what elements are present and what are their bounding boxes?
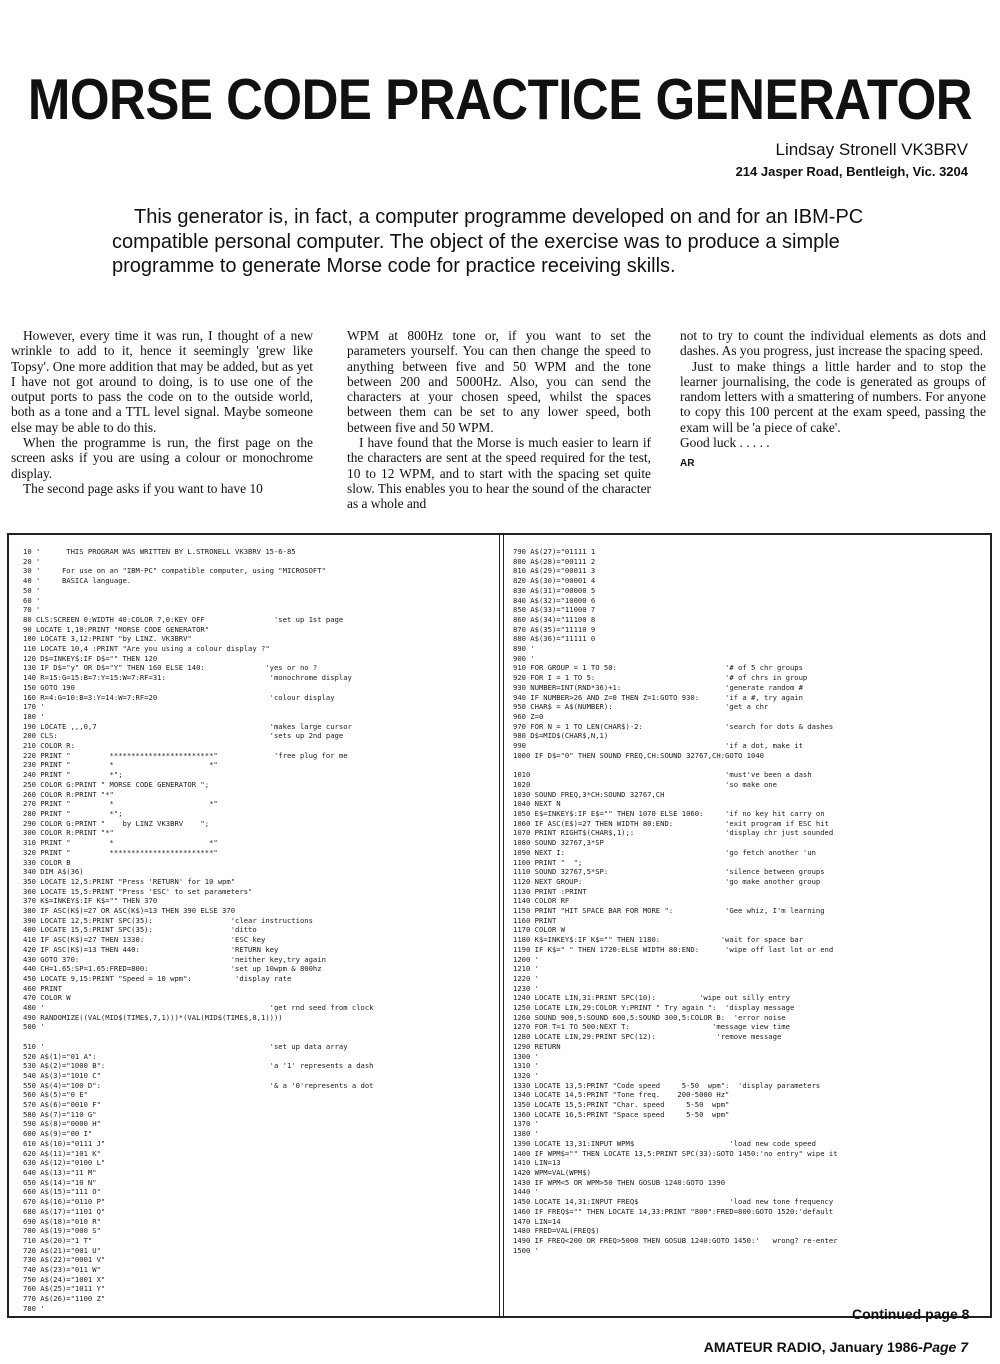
text-column-2 [347, 328, 651, 512]
body-paragraph: WPM at 800Hz tone or, if you want to set the parameters yourself. You can then change the speed to anything between five and 50 WPM and the tone between 200 and 5000Hz. Also, you can send the characters at your chosen speed, whilst the spaces between them can be set to any lower speed, both between five and 50 WPM. [347, 328, 651, 435]
article-title: MORSE CODE PRACTICE GENERATOR [27, 67, 973, 132]
author-address: 214 Jasper Road, Bentleigh, Vic. 3204 [735, 164, 968, 179]
author-name: Lindsay Stronell VK3BRV [775, 140, 968, 159]
text-column-3 [680, 328, 986, 472]
listing-column-left: 10 ' THIS PROGRAM WAS WRITTEN BY L.STRONELL VK3BRV 15-6-85 20 ' 30 ' For use on an "IBM-PC" compatible computer, using "MICROSOFT" 40 ' BASICA language. 50 ' 60 ' 70 ' 80 CLS:SCREEN 0:WIDTH 40:COLOR 7,0:KEY OFF 'set up 1st page 90 LOCATE 1,10:PRINT "MORSE CODE GENERATOR" 100 LOCATE 3,12:PRINT "by LINZ. VK3BRV" 110 LOCATE 10,4 :PRINT "Are you using a colour display ?" 120 D$=INKEY$:IF D$="" THEN 120 130 IF D$="y" OR D$="Y" THEN 160 ELSE 140: 'yes or no ? 140 R=15:G=15:B=7:Y=15:W=7:RF=31: 'monochrome display 150 GOTO 190 160 R=4:G=10:B=3:Y=14:W=7:RF=20 'colour display 170 ' 180 ' 190 LOCATE ,,,0,7 'makes large cursor 200 CLS: 'sets up 2nd page 210 COLOR R: 220 PRINT " ************************" 'free plug for me 230 PRINT " * *" 240 PRINT " *"; 250 COLOR G:PRINT " MORSE CODE GENERATOR "; 260 COLOR R:PRINT "*" 270 PRINT " * *" 280 PRINT " *"; 290 COLOR G:PRINT " by LINZ VK3BRV "; 300 COLOR R:PRINT "*" 310 PRINT " * *" 320 PRINT " ************************" 330 COLOR B 340 DIM A$(36) 350 LOCATE 12,5:PRINT "Press 'RETURN' for 10 wpm" 360 LOCATE 15,5:PRINT "Press 'ESC' to set parameters" 370 K$=INKEY$:IF K$="" THEN 370 380 IF ASC(K$)=27 OR ASC(K$)=13 THEN 390 ELSE 370 390 LOCATE 12,5:PRINT SPC(35): 'clear instructions 400 LOCATE 15,5:PRINT SPC(35): 'ditto 410 IF ASC(K$)=27 THEN 1330: 'ESC key 420 IF ASC(K$)=13 THEN 440: 'RETURN key 430 GOTO 370: 'neither key,try again 440 CH=1.65:SP=1.65:FRED=800: 'set up 10wpm & 800hz 450 LOCATE 9,15:PRINT "Speed = 10 wpm": 'display rate 460 PRINT 470 COLOR W 480 ' 'get rnd seed from clock 490 RANDOMIZE((VAL(MID$(TIME$,7,1)))*(VAL(MID$(TIME$,8,1)))) 500 ' 510 ' 'set up data array 520 A$(1)="01 A": 530 A$(2)="1000 B": 'a '1' represents a dash 540 A$(3)="1010 C" 550 A$(4)="100 D": '& a '0'represents a dot 560 A$(5)="0 E" 570 A$(6)="0010 F" 580 A$(7)="110 G" 590 A$(8)="0000 H" 600 A$(9)="00 I" 610 A$(10)="0111 J" 620 A$(11)="101 K" 630 A$(12)="0100 L" 640 A$(13)="11 M" 650 A$(14)="10 N" 660 A$(15)="111 O" 670 A$(16)="0110 P" 680 A$(17)="1101 Q" 690 A$(18)="010 R" 700 A$(19)="000 S" 710 A$(20)="1 T" 720 A$(21)="001 U" 730 A$(22)="0001 V" 740 A$(23)="011 W" 750 A$(24)="1001 X" 760 A$(25)="1011 Y" 770 A$(26)="1100 Z" 780 ' [23, 547, 374, 1313]
intro-paragraph [112, 205, 882, 279]
byline [736, 140, 968, 179]
program-listing [7, 533, 992, 1318]
listing-divider [499, 535, 504, 1316]
text-column-1 [11, 328, 313, 496]
sign-off: Good luck . . . . . [680, 435, 770, 451]
end-mark: AR [680, 458, 695, 470]
body-paragraph: not to try to count the individual elements as dots and dashes. As you progress, just increase the spacing speed. [680, 328, 986, 359]
continued-note: Continued page 8 [852, 1306, 970, 1322]
page-footer [704, 1339, 968, 1355]
listing-column-right: 790 A$(27)="01111 1 800 A$(28)="00111 2 810 A$(29)="00011 3 820 A$(30)="00001 4 830 A$(31)="00000 5 840 A$(32)="10000 6 850 A$(33)="11000 7 860 A$(34)="11100 8 870 A$(35)="11110 9 880 A$(36)="11111 0 890 ' 900 ' 910 FOR GROUP = 1 TO 50: '# of 5 chr groups 920 FOR I = 1 TO 5: '# of chrs in group 930 NUMBER=INT(RND*36)+1: 'generate random # 940 IF NUMBER>26 AND Z=0 THEN Z=1:GOTO 930: 'if a #, try again 950 CHAR$ = A$(NUMBER): 'get a chr 960 Z=0 970 FOR N = 1 TO LEN(CHAR$)-2: 'search for dots & dashes 980 D$=MID$(CHAR$,N,1) 990 'if a dot, make it 1000 IF D$="0" THEN SOUND FREQ,CH:SOUND 32767,CH:GOTO 1040 1010 'must've been a dash 1020 'so make one 1030 SOUND FREQ,3*CH:SOUND 32767,CH 1040 NEXT N 1050 E$=INKEY$:IF E$="" THEN 1070 ELSE 1060: 'if no key hit carry on 1060 IF ASC(E$)=27 THEN WIDTH 80:END: 'exit program if ESC hit 1070 PRINT RIGHT$(CHAR$,1);: 'display chr just sounded 1080 SOUND 32767,3*SP 1090 NEXT I: 'go fetch another 'un 1100 PRINT " "; 1110 SOUND 32767,5*SP: 'silence between groups 1120 NEXT GROUP: 'go make another group 1130 PRINT :PRINT 1140 COLOR RF 1150 PRINT "HIT SPACE BAR FOR MORE ": 'Gee whiz, I'm learning 1160 PRINT 1170 COLOR W 1180 K$=INKEY$:IF K$="" THEN 1180: 'wait for space bar 1190 IF K$=" " THEN 1720:ELSE WIDTH 80:END: 'wipe off last lot or end 1200 ' 1210 ' 1220 ' 1230 ' 1240 LOCATE LIN,31:PRINT SPC(10): 'wipe out silly entry 1250 LOCATE LIN,29:COLOR Y:PRINT " Try again ": 'display message 1260 SOUND 900,5:SOUND 600,5:SOUND 300,5:COLOR B: 'error noise 1270 FOR T=1 TO 500:NEXT T: 'message view time 1280 LOCATE LIN,29:PRINT SPC(12): 'remove message 1290 RETURN 1300 ' 1310 ' 1320 ' 1330 LOCATE 13,5:PRINT "Code speed 5-50 wpm": 'display parameters 1340 LOCATE 14,5:PRINT "Tone freq. 200-5000 Hz" 1350 LOCATE 15,5:PRINT "Char. speed 5-50 wpm" 1360 LOCATE 16,5:PRINT "Space speed 5-50 wpm" 1370 ' 1380 ' 1390 LOCATE 13,31:INPUT WPM$ 'load new code speed 1400 IF WPM$="" THEN LOCATE 13,5:PRINT SPC(33):GOTO 1450:'no entry" wipe it 1410 LIN=13 1420 WPM=VAL(WPM$) 1430 IF WPM<5 OR WPM>50 THEN GOSUB 1240:GOTO 1390 1440 ' 1450 LOCATE 14,31:INPUT FREQ$ 'load new tone frequency 1460 IF FREQ$="" THEN LOCATE 14,33:PRINT "800":FRED=800:GOTO 1520:'default 1470 LIN=14 1480 FRED=VAL(FREQ$) 1490 IF FREQ<200 OR FREQ>5000 THEN GOSUB 1240:GOTO 1450:' wrong? re-enter 1500 ' [513, 547, 838, 1255]
body-paragraph: I have found that the Morse is much easier to learn if the characters are sent at the speed required for the test, 10 to 12 WPM, and to start with the spacing set quite slow. This enables you to hear the sound of the character as a whole and [347, 435, 651, 512]
body-paragraph: The second page asks if you want to have 10 [23, 480, 263, 496]
body-paragraph: When the programme is run, the first page on the screen asks if you are using a colour or monochrome display. [11, 435, 313, 481]
intro-text: This generator is, in fact, a computer programme developed on and for an IBM-PC compatible personal computer. The object of the exercise was to produce a simple programme to generate Morse code for practice receiving skills. [112, 206, 864, 277]
body-paragraph: Just to make things a little harder and to stop the learner journalising, the code is generated as groups of random letters with a smattering of numbers. For anyone to copy this 100 percent at the exam speed, passing the exam will be 'a piece of cake'. [680, 358, 986, 435]
publication-name: AMATEUR RADIO, January 1986- [703, 1339, 923, 1355]
page-number: Page 7 [922, 1339, 968, 1355]
body-paragraph: However, every time it was run, I thought of a new wrinkle to add to it, hence it seemingly 'grew like Topsy'. One more addition that may be added, but as yet I have not got around to doing, is to use one of the output ports to pass the code on to the outside world, both as a tone and a TTL level signal. Maybe someone else may be able to do this. [11, 328, 313, 435]
